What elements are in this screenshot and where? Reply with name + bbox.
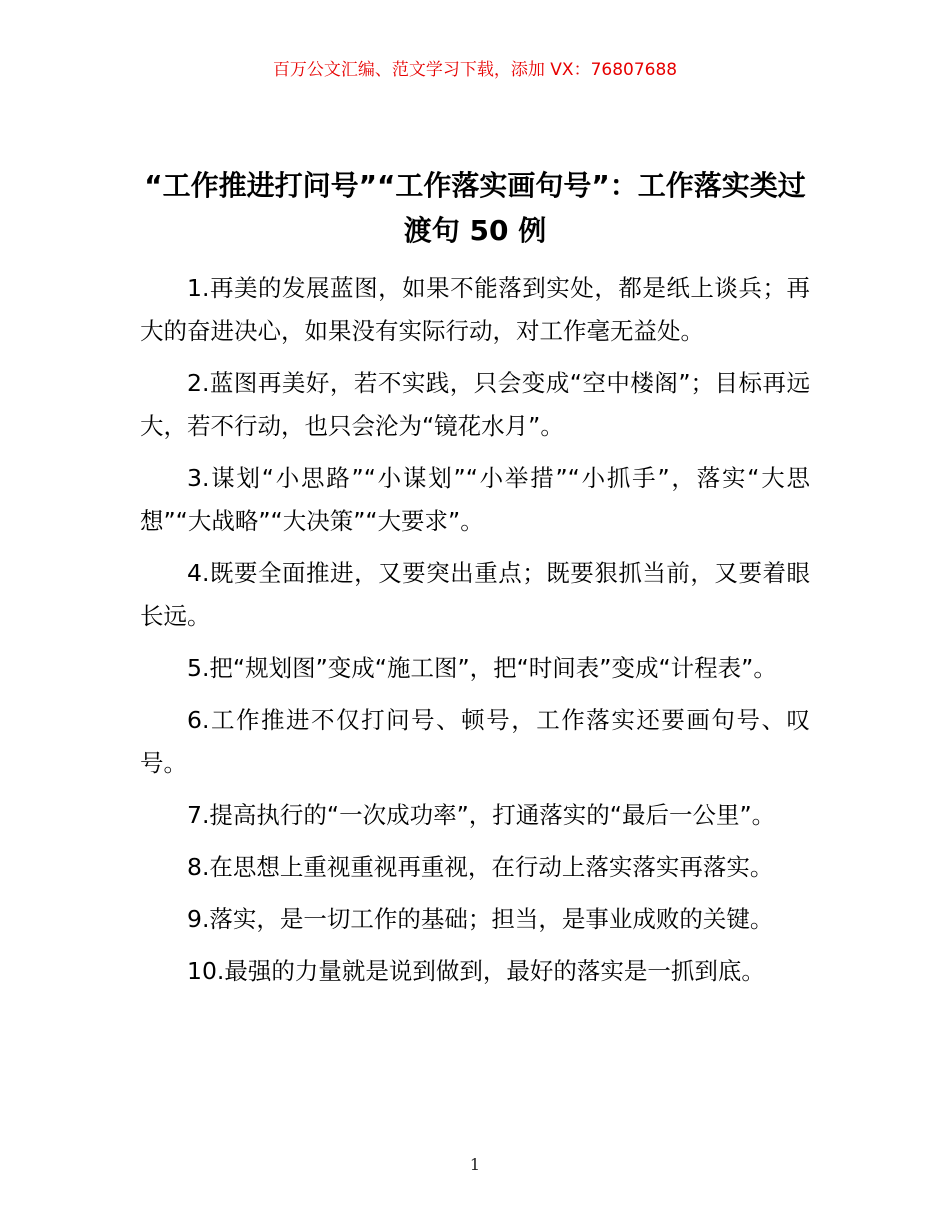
paragraph-1: 1.再美的发展蓝图，如果不能落到实处，都是纸上谈兵；再大的奋进决心，如果没有实际行动，对工作毫无益处。 bbox=[140, 274, 810, 345]
paragraph-7: 7.提高执行的“一次成功率”，打通落实的“最后一公里”。 bbox=[187, 801, 776, 829]
paragraph-5: 5.把“规划图”变成“施工图”，把“时间表”变成“计程表”。 bbox=[187, 654, 777, 682]
page-number: 1 bbox=[469, 1155, 481, 1174]
paragraph-6: 6.工作推进不仅打问号、顿号，工作落实还要画句号、叹号。 bbox=[140, 706, 810, 777]
document-body bbox=[140, 267, 810, 1002]
document-title: “工作推进打问号”“工作落实画句号”：工作落实类过渡句 50 例 bbox=[144, 169, 806, 247]
paragraph-9: 9.落实，是一切工作的基础；担当，是事业成败的关键。 bbox=[187, 905, 774, 933]
paragraph-2: 2.蓝图再美好，若不实践，只会变成“空中楼阁”；目标再远大，若不行动，也只会沦为“镜花水月”。 bbox=[140, 369, 810, 440]
paragraph-3: 3.谋划“小思路”“小谋划”“小举措”“小抓手”，落实“大思想”“大战略”“大决策”“大要求”。 bbox=[140, 464, 810, 535]
header-note: 百万公文汇编、范文学习下载，添加 VX：76807688 bbox=[272, 60, 678, 80]
paragraph-8: 8.在思想上重视重视再重视，在行动上落实落实再落实。 bbox=[187, 853, 774, 881]
paragraph-10: 10.最强的力量就是说到做到，最好的落实是一抓到底。 bbox=[187, 957, 765, 985]
paragraph-4: 4.既要全面推进，又要突出重点；既要狠抓当前，又要着眼长远。 bbox=[140, 559, 810, 630]
